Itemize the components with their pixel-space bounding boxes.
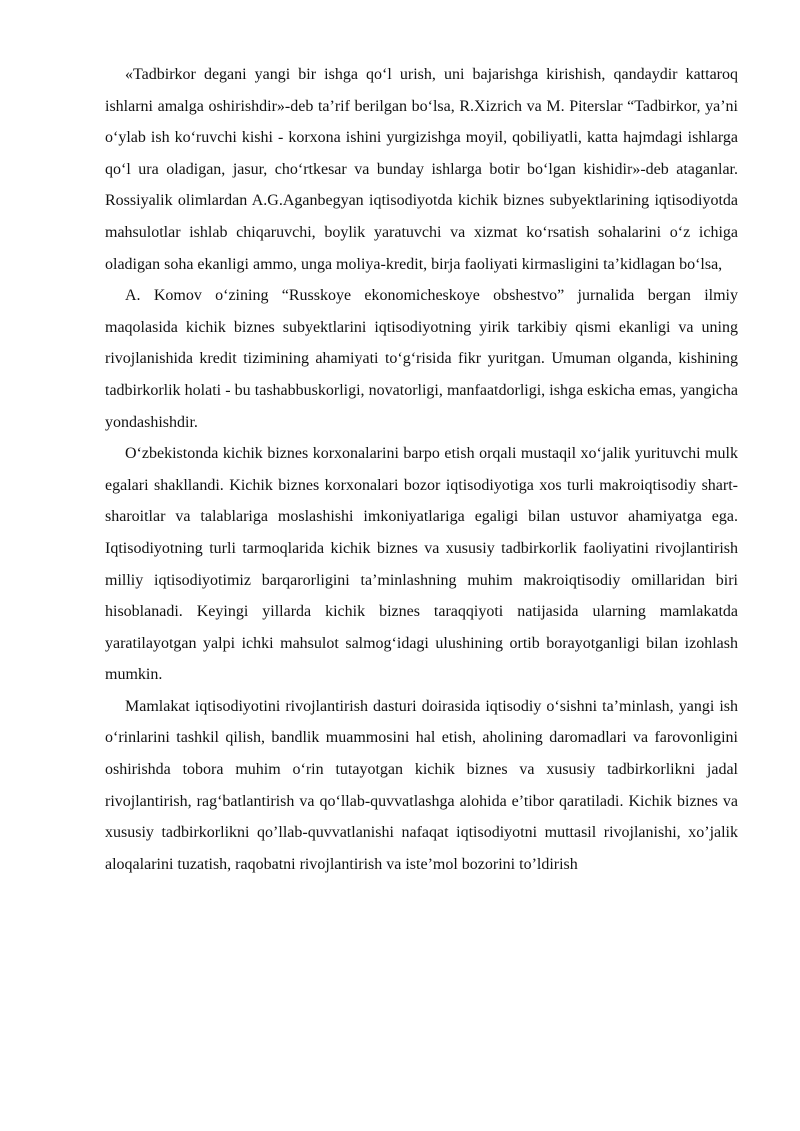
paragraph-4: Mamlakat iqtisodiyotini rivojlantirish dasturi doirasida iqtisodiy o‘sishni ta’minlash, yangi ish o‘rinlarini tashkil qilish, bandlik muammosini hal etish, aholining daromadlari va farovonligini oshirishda tobora muhim o‘rin tutayotgan kichik biznes va xususiy tadbirkorlikni jadal rivojlantirish, rag‘batlantirish va qo‘llab-quvvatlashga alohida e’tibor qaratiladi. Kichik biznes va xususiy tadbirkorlikni qo’llab-quvvatlanishi nafaqat iqtisodiyotni muttasil rivojlanishi, xo’jalik aloqalarini tuzatish, raqobatni rivojlantirish va iste’mol bozorini to’ldirish [105,697,738,873]
paragraph-2: A. Komov o‘zining “Russkoye ekonomicheskoye obshestvo” jurnalida bergan ilmiy maqolasida kichik biznes subyektlarini iqtisodiyotning yirik tarkibiy qismi ekanligi va uning rivojlanishida kredit tizimining ahamiyati to‘g‘risida fikr yuritgan. Umuman olganda, kishining tadbirkorlik holati - bu tashabbuskorligi, novatorligi, manfaatdorligi, ishga eskicha emas, yangicha yondashishdir. [105,287,738,431]
paragraph-3: O‘zbekistonda kichik biznes korxonalarini barpo etish orqali mustaqil xo‘jalik yurituvchi mulk egalari shakllandi. Kichik biznes korxonalari bozor iqtisodiyotiga xos turli makroiqtisodiy shart-sharoitlar va talablariga moslashishi imkoniyatlariga egaligi bilan ustuvor ahamiyatga ega. Iqtisodiyotning turli tarmoqlarida kichik biznes va xususiy tadbirkorlik faoliyatini rivojlantirish milliy iqtisodiyotimiz barqarorligini ta’minlashning muhim makroiqtisodiy omillaridan biri hisoblanadi. Keyingi yillarda kichik biznes taraqqiyoti natijasida ularning mamlakatda yaratilayotgan yalpi ichki mahsulot salmog‘idagi ulushining ortib borayotganligi bilan izohlash mumkin. [105,445,738,684]
document-page [105,59,738,880]
paragraph-1: «Tadbirkor degani yangi bir ishga qo‘l urish, uni bajarishga kirishish, qandaydir kattaroq ishlarni amalga oshirishdir»-deb ta’rif berilgan bo‘lsa, R.Xizrich va M. Piterslar “Tadbirkor, ya’ni o‘ylab ish ko‘ruvchi kishi - korxona ishini yurgizishga moyil, qobiliyatli, katta hajmdagi ishlarga qo‘l ura oladigan, jasur, cho‘rtkesar va bunday ishlarga botir bo‘lgan kishidir»-deb ataganlar. Rossiyalik olimlardan A.G.Aganbegyan iqtisodiyotda kichik biznes subyektlarining iqtisodiyotda mahsulotlar ishlab chiqaruvchi, boylik yaratuvchi va xizmat ko‘rsatish sohalarini o‘z ichiga oladigan soha ekanligi ammo, unga moliya-kredit, birja faoliyati kirmasligini ta’kidlagan bo‘lsa, [105,66,738,273]
